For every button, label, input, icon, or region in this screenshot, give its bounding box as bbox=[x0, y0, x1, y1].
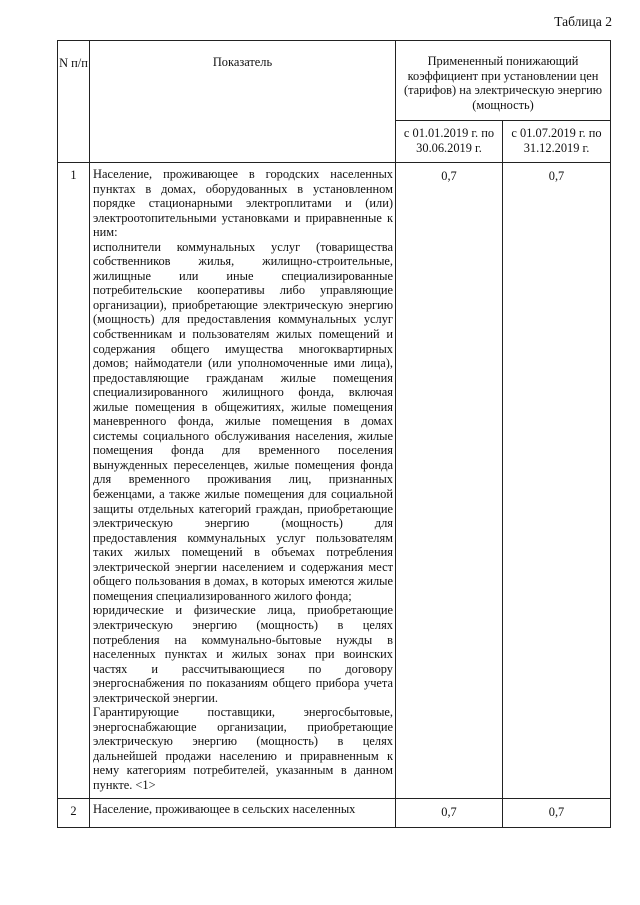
tariff-coefficient-table bbox=[57, 40, 611, 828]
table-row bbox=[58, 798, 611, 827]
header-indicator: Показатель bbox=[90, 41, 396, 163]
header-coefficient: Примененный понижающий коэффициент при установлении цен (тарифов) на электрическую энергию (мощность) bbox=[396, 41, 611, 121]
row-coefficient-second-half: 0,7 bbox=[503, 798, 611, 827]
row-coefficient-first-half: 0,7 bbox=[396, 163, 503, 799]
header-number: N п/п bbox=[58, 41, 90, 163]
header-period-first-half: с 01.01.2019 г. по 30.06.2019 г. bbox=[396, 121, 503, 163]
row-paragraph: исполнители коммунальных услуг (товарищества собственников жилья, жилищно-строительные, жилищные или иные специализированные потребительские кооперативы либо управляющие организации), приобретающие электрическую энергию (мощность) для предоставления коммунальных услуг собственникам и пользователям жилых помещений и содержания общего имущества многоквартирных домов; наймодатели (или уполномоченные ими лица), предоставляющие гражданам жилые помещения специализированного жилищного фонда, включая жилые помещения в общежитиях, жилые помещения маневренного фонда, жилые помещения в домах системы социального обслуживания населения, жилые помещения фонда для временного поселения вынужденных переселенцев, жилые помещения фонда для временного проживания лиц, признанных беженцами, а также жилые помещения для социальной защиты отдельных категорий граждан, приобретающие электрическую энергию (мощность) для предоставления коммунальных услуг пользователям таких жилых помещений в объемах потребления электрической энергии населением и содержания мест общего пользования в домах, в которых имеются жилые помещения специализированного жилого фонда; bbox=[93, 239, 393, 603]
row-number: 1 bbox=[58, 163, 90, 799]
header-row bbox=[58, 41, 611, 121]
table-row bbox=[58, 163, 611, 799]
row-paragraph: юридические и физические лица, приобретающие электрическую энергию (мощность) в целях потребления на коммунально-бытовые нужды в населенных пунктах и жилых зонах при воинских частях и рассчитывающиеся по договору энергоснабжения по показаниям общего прибора учета электрической энергии. bbox=[93, 603, 393, 705]
row-paragraph: Население, проживающее в городских населенных пунктах в домах, оборудованных в установленном порядке стационарными электроплитами и (или) электроотопительными установками и приравненные к ним: bbox=[93, 167, 393, 240]
row-number: 2 bbox=[58, 798, 90, 827]
table-caption: Таблица 2 bbox=[554, 14, 612, 29]
row-paragraph: Население, проживающее в сельских населенных bbox=[93, 801, 356, 816]
row-coefficient-second-half: 0,7 bbox=[503, 163, 611, 799]
row-coefficient-first-half: 0,7 bbox=[396, 798, 503, 827]
row-paragraph: Гарантирующие поставщики, энергосбытовые, энергоснабжающие организации, приобретающие электрическую энергию (мощность) в целях дальнейшей продажи населению и приравненным к нему категориям потребителей, указанным в данном пункте. <1> bbox=[93, 705, 393, 792]
header-period-second-half: с 01.07.2019 г. по 31.12.2019 г. bbox=[503, 121, 611, 163]
row-indicator-text bbox=[90, 798, 396, 827]
row-indicator-text bbox=[90, 163, 396, 799]
